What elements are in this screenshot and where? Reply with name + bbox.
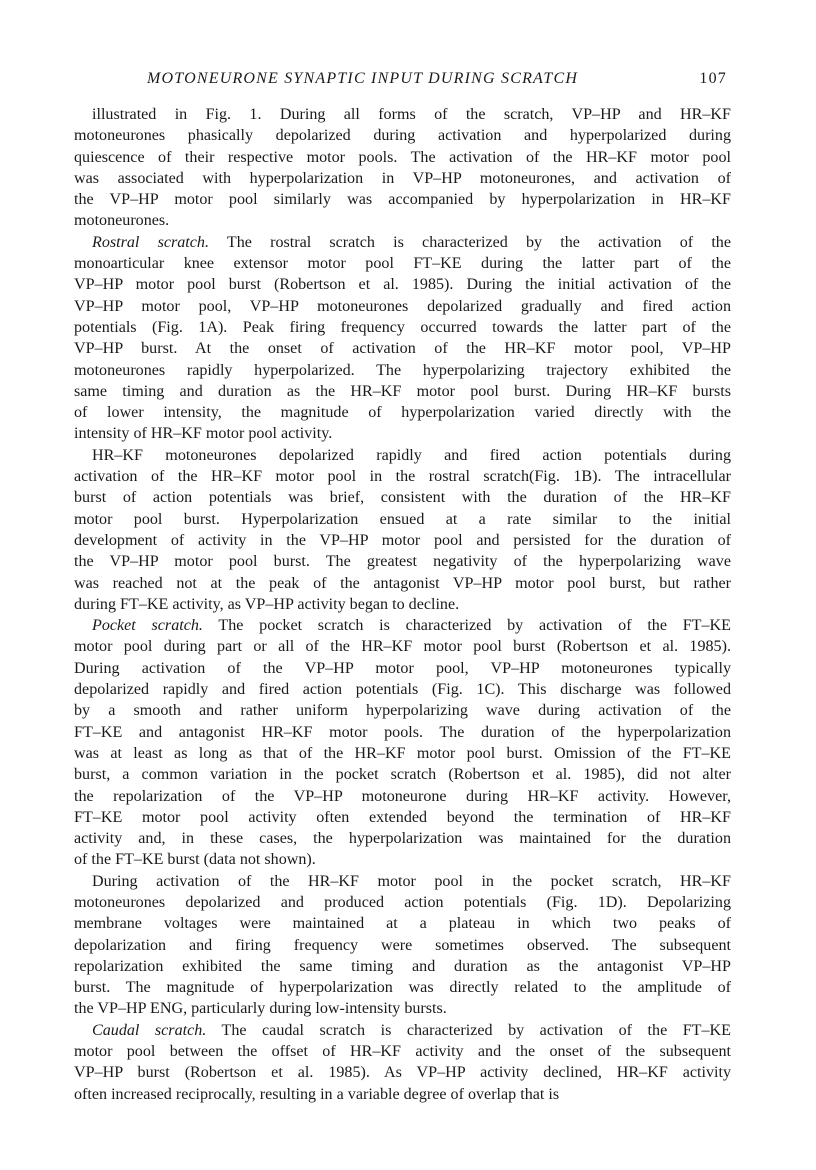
line-text: burst, a common variation in the pocket scratch (Robertson et al. 1985), did not alter — [74, 766, 731, 784]
text-line — [74, 913, 731, 934]
text-line — [74, 274, 731, 295]
text-line — [74, 786, 731, 807]
paragraph — [74, 104, 731, 232]
line-text: the VP–HP ENG, particularly during low-intensity bursts. — [74, 1000, 447, 1018]
text-line — [74, 743, 731, 764]
text-line — [74, 658, 731, 679]
page-header — [74, 68, 731, 90]
line-text: depolarization and firing frequency were sometimes observed. The subsequent — [74, 936, 731, 954]
line-text: intensity of HR–KF motor pool activity. — [74, 425, 333, 443]
line-text: monoarticular knee extensor motor pool FT–KE during the latter part of the — [74, 255, 731, 273]
text-line — [74, 636, 731, 657]
line-text: the repolarization of the VP–HP motoneurone during HR–KF activity. However, — [74, 787, 731, 805]
line-text: VP–HP burst (Robertson et al. 1985). As VP–HP activity declined, HR–KF activity — [74, 1064, 731, 1082]
section-paragraph — [74, 1020, 731, 1105]
journal-page — [74, 68, 731, 1105]
line-text: FT–KE and antagonist HR–KF motor pools. The duration of the hyperpolarization — [74, 723, 731, 741]
line-text: VP–HP burst. At the onset of activation of the HR–KF motor pool, VP–HP — [74, 340, 731, 358]
paragraph — [74, 871, 731, 1020]
line-text: repolarization exhibited the same timing and duration as the antagonist VP–HP — [74, 957, 731, 975]
line-text: motoneurones rapidly hyperpolarized. The hyperpolarizing trajectory exhibited the — [74, 361, 731, 379]
text-line — [74, 573, 731, 594]
text-line — [74, 296, 731, 317]
text-line — [74, 381, 731, 402]
body-text — [74, 104, 731, 1105]
text-line — [74, 338, 731, 359]
text-line — [74, 147, 731, 168]
text-line — [74, 1020, 731, 1041]
text-line — [74, 615, 731, 636]
line-text: During activation of the HR–KF motor pool in the pocket scratch, HR–KF — [92, 872, 731, 890]
line-text: motor pool between the offset of HR–KF activity and the onset of the subsequent — [74, 1043, 731, 1061]
line-text: The rostral scratch is characterized by the activation of the — [208, 233, 731, 251]
line-text: HR–KF motoneurones depolarized rapidly and fired action potentials during — [92, 446, 731, 464]
text-line — [74, 1041, 731, 1062]
line-text: the VP–HP motor pool burst. The greatest negativity of the hyperpolarizing wave — [74, 553, 731, 571]
line-text: membrane voltages were maintained at a plateau in which two peaks of — [74, 915, 731, 933]
text-line — [74, 360, 731, 381]
line-text: activation of the HR–KF motor pool in the rostral scratch(Fig. 1B). The intracellular — [74, 468, 731, 486]
line-text: burst of action potentials was brief, consistent with the duration of the HR–KF — [74, 489, 731, 507]
text-line — [74, 1062, 731, 1083]
line-text: motor pool burst. Hyperpolarization ensued at a rate similar to the initial — [74, 510, 731, 528]
text-line — [74, 764, 731, 785]
line-text: depolarized rapidly and fired action potentials (Fig. 1C). This discharge was followed — [74, 681, 731, 699]
line-text: VP–HP motor pool, VP–HP motoneurones depolarized gradually and fired action — [74, 297, 731, 315]
line-text: by a smooth and rather uniform hyperpolarizing wave during activation of the — [74, 702, 731, 720]
text-line — [74, 509, 731, 530]
text-line — [74, 1084, 731, 1105]
text-line — [74, 998, 731, 1019]
paragraph — [74, 445, 731, 615]
text-line — [74, 807, 731, 828]
text-line — [74, 530, 731, 551]
section-paragraph — [74, 615, 731, 871]
line-text: of the FT–KE burst (data not shown). — [74, 851, 316, 869]
text-line — [74, 679, 731, 700]
running-title: MOTONEURONE SYNAPTIC INPUT DURING SCRATCH — [147, 70, 579, 87]
line-text: The caudal scratch is characterized by activation of the FT–KE — [206, 1021, 731, 1039]
line-text: The pocket scratch is characterized by activation of the FT–KE — [202, 617, 732, 635]
section-heading: Pocket scratch. — [92, 617, 203, 635]
section-paragraph — [74, 232, 731, 445]
line-text: was at least as long as that of the HR–KF motor pool burst. Omission of the FT–KE — [74, 744, 731, 762]
line-text: often increased reciprocally, resulting in a variable degree of overlap that is — [74, 1085, 560, 1103]
line-text: was reached not at the peak of the antagonist VP–HP motor pool burst, but rather — [74, 574, 731, 592]
text-line — [74, 423, 731, 444]
text-line — [74, 445, 731, 466]
line-text: development of activity in the VP–HP motor pool and persisted for the duration of — [74, 531, 731, 549]
text-line — [74, 168, 731, 189]
text-line — [74, 700, 731, 721]
text-line — [74, 594, 731, 615]
line-text: burst. The magnitude of hyperpolarization was directly related to the amplitude of — [74, 979, 731, 997]
line-text: during FT–KE activity, as VP–HP activity began to decline. — [74, 595, 460, 613]
line-text: same timing and duration as the HR–KF motor pool burst. During HR–KF bursts — [74, 382, 731, 400]
line-text: quiescence of their respective motor pools. The activation of the HR–KF motor pool — [74, 148, 731, 166]
text-line — [74, 466, 731, 487]
text-line — [74, 849, 731, 870]
text-line — [74, 956, 731, 977]
section-heading: Caudal scratch. — [92, 1021, 207, 1039]
line-text: FT–KE motor pool activity often extended beyond the termination of HR–KF — [74, 808, 731, 826]
text-line — [74, 232, 731, 253]
line-text: motor pool during part or all of the HR–KF motor pool burst (Robertson et al. 1985). — [74, 638, 731, 656]
line-text: During activation of the VP–HP motor pool, VP–HP motoneurones typically — [74, 659, 731, 677]
line-text: motoneurones depolarized and produced action potentials (Fig. 1D). Depolarizing — [74, 893, 731, 911]
text-line — [74, 189, 731, 210]
line-text: VP–HP motor pool burst (Robertson et al. 1985). During the initial activation of the — [74, 276, 731, 294]
text-line — [74, 828, 731, 849]
text-line — [74, 402, 731, 423]
text-line — [74, 125, 731, 146]
line-text: illustrated in Fig. 1. During all forms of the scratch, VP–HP and HR–KF — [92, 106, 731, 123]
text-line — [74, 977, 731, 998]
text-line — [74, 892, 731, 913]
text-line — [74, 871, 731, 892]
text-line — [74, 487, 731, 508]
line-text: was associated with hyperpolarization in VP–HP motoneurones, and activation of — [74, 169, 731, 187]
line-text: potentials (Fig. 1A). Peak firing frequency occurred towards the latter part of the — [74, 318, 731, 336]
text-line — [74, 551, 731, 572]
line-text: activity and, in these cases, the hyperpolarization was maintained for the duration — [74, 830, 731, 848]
line-text: motoneurones. — [74, 212, 170, 230]
text-line — [74, 935, 731, 956]
text-line — [74, 722, 731, 743]
text-line — [74, 253, 731, 274]
line-text: the VP–HP motor pool similarly was accompanied by hyperpolarization in HR–KF — [74, 191, 731, 209]
text-line — [74, 317, 731, 338]
line-text: of lower intensity, the magnitude of hyperpolarization varied directly with the — [74, 404, 731, 422]
page-number: 107 — [699, 70, 727, 87]
text-line — [74, 210, 731, 231]
text-line — [74, 104, 731, 125]
line-text: motoneurones phasically depolarized during activation and hyperpolarized during — [74, 127, 731, 145]
section-heading: Rostral scratch. — [92, 233, 209, 251]
